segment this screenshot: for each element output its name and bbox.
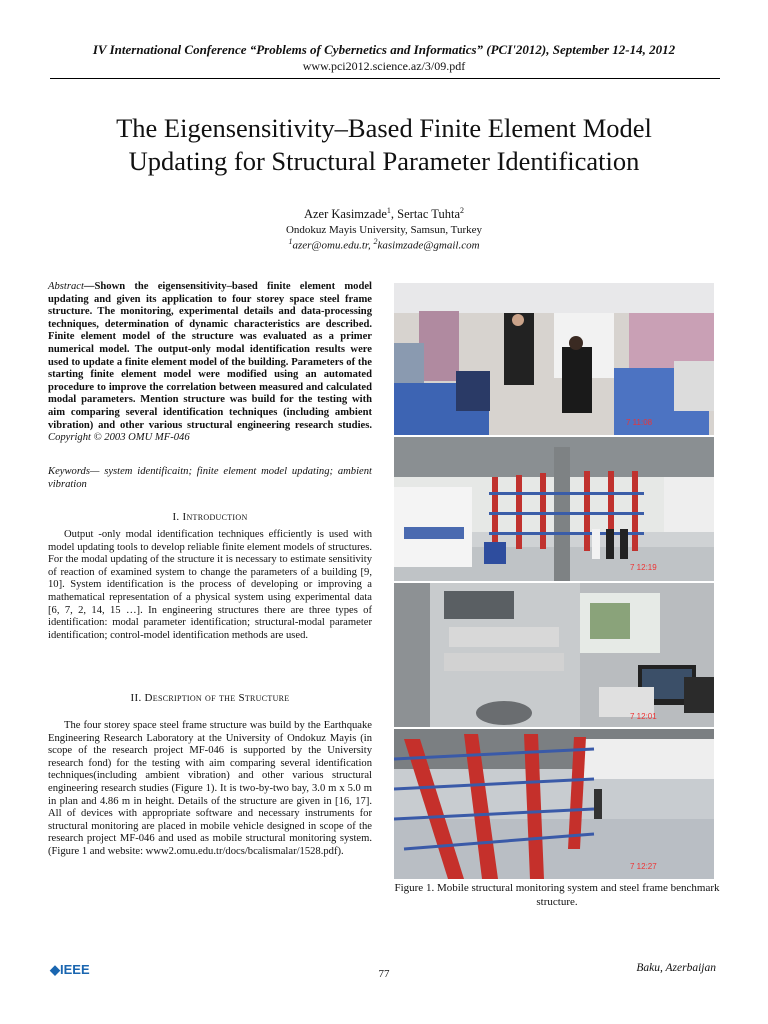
author-2: Sertac Tuhta [397,207,461,222]
ieee-logo: ◆IEEE [50,962,90,977]
photo-lab-frame [394,437,714,581]
author-2-sup: 2 [460,206,465,215]
photo-stamp-2: 7 12:19 [630,563,657,572]
author-line [0,206,768,222]
email-1: azer@omu.edu.tr, [292,239,374,252]
section-2-text: The four storey space steel frame structure was build by the Earthquake Engineering Research Laboratory at the University of Ondokuz Mayis (in scope of the research project MF-046 is supported by the University research fond) for the testing with aim comparing several identification techniques(including ambient vibration) and other various structural engineering research studies (Figure 1). It is two-by-two bay, 3.0 m x 5.0 m in plan and 4.86 m in height. Details of the structure are given in [16, 17]. All of devices with appropriate software and necessary instruments for structural monitoring are placed in mobile vehicle designed in scope of the research project MF-046 and used as mobile structural monitoring system. (Figure 1 and website: www2.omu.edu.tr/docs/bcalismalar/1528.pdf). [48,720,372,857]
author-1-sup: 1 [386,206,391,215]
footer-place: Baku, Azerbaijan [636,962,716,974]
photo-stamp-1: 7 11:08 [626,418,653,427]
photo-instrumentation [394,583,714,727]
section-1-heading: I. Introduction [172,511,248,523]
photo-stamp-4: 7 12:27 [630,862,657,871]
abstract-copyright: Copyright © 2003 OMU MF-046 [48,432,190,444]
header-rule [50,78,720,79]
photo-vehicle-interior [394,283,714,435]
title-line-2: Updating for Structural Parameter Identification [128,146,640,176]
abstract [48,281,372,445]
abstract-text: —Shown the eigensensitivity–based finite element model updating and given its application to four storey space steel frame structure. The monitoring, experimental details and data-processing techniques, determination of dynamic characteristics are described. Finite element model of the structure was evaluated as a primer numerical model. The output-only modal identification results were used to update a finite element model of the building. Parameters of the starting finite element model were modified using an automated procedure to improve the correlation between measured and calculated modal parameters. Mention structure was build for the testing with aim comparing several identification techniques (including ambient vibration) and other various structural engineering research studies. [48,281,372,431]
paper-url: www.pci2012.science.az/3/09.pdf [302,59,466,73]
author-separator: , [390,207,398,222]
conference-header: IV International Conference “Problems of Cybernetics and Informatics” (PCI'2012), September 12-14, 2012 [92,42,676,57]
email-2: kasimzade@gmail.com [377,239,480,252]
paper-title [40,112,728,178]
figure-caption: Figure 1. Mobile structural monitoring system and steel frame benchmark structure. [394,882,720,908]
affiliation: Ondokuz Mayis University, Samsun, Turkey [285,224,483,236]
title-line-1: The Eigensensitivity–Based Finite Element Model [116,113,652,143]
section-2-heading: II. Description of the Structure [130,692,290,704]
email-2-sup: 2 [373,237,378,246]
page-number: 77 [378,968,390,980]
photo-steel-frame [394,729,714,879]
photo-stamp-3: 7 12:01 [630,712,657,721]
author-emails [0,237,768,252]
abstract-lead: Abstract [48,281,84,292]
author-1: Azer Kasimzade [303,207,387,222]
keywords: Keywords— system identificaitn; finite element model updating; ambient vibration [48,466,372,490]
email-1-sup: 1 [288,237,293,246]
section-1-text: Output -only modal identification techniques efficiently is used with model updating tools to develop reliable finite element models of structures. For the modal updating of the structure it is necessary to estimate sensitivity of reaction of examined system to change the parameters of a building [9, 10]. System identification is the process of developing or improving a mathematical representation of a physical system using experimental data [6, 7, 2, 14, 15 …]. In engineering structures there are three types of identification: modal parameter identification; structural-modal parameter identification; control-model identification methods are used. [48,529,372,641]
